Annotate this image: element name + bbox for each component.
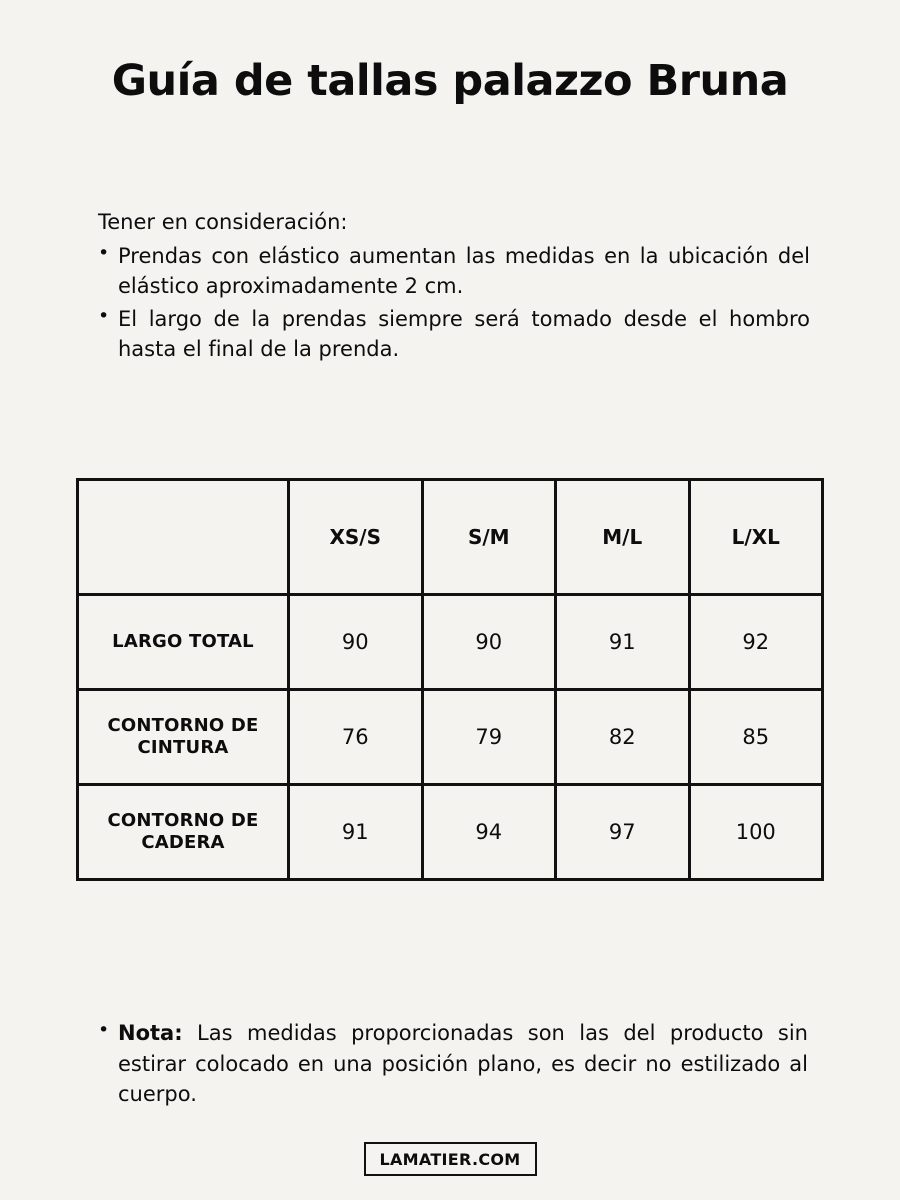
size-table bbox=[76, 478, 824, 881]
footnote-section bbox=[0, 1018, 900, 1109]
page-title: Guía de tallas palazzo Bruna bbox=[111, 56, 789, 106]
list-item bbox=[92, 1018, 808, 1109]
cell-cadera-l-xl: 100 bbox=[689, 785, 823, 880]
cell-largo-total-m-l: 91 bbox=[556, 595, 690, 690]
cell-cadera-m-l: 97 bbox=[556, 785, 690, 880]
cell-cintura-s-m: 79 bbox=[422, 690, 556, 785]
size-table-body bbox=[78, 595, 823, 880]
cell-cadera-s-m: 94 bbox=[422, 785, 556, 880]
footnote-text: Las medidas proporcionadas son las del producto sin estirar colocado en una posición plano, es decir no estilizado al cuerpo. bbox=[118, 1021, 808, 1107]
table-row bbox=[78, 785, 823, 880]
footnote-list bbox=[92, 1018, 808, 1109]
brand-name: LAMATIER.COM bbox=[364, 1142, 537, 1176]
column-header-m-l: M/L bbox=[556, 480, 690, 595]
cell-cintura-xs-s: 76 bbox=[289, 690, 423, 785]
table-row bbox=[78, 595, 823, 690]
cell-largo-total-l-xl: 92 bbox=[689, 595, 823, 690]
cell-largo-total-xs-s: 90 bbox=[289, 595, 423, 690]
column-header-xs-s: XS/S bbox=[289, 480, 423, 595]
size-table-wrapper bbox=[76, 478, 824, 881]
cell-largo-total-s-m: 90 bbox=[422, 595, 556, 690]
brand-footer bbox=[0, 1142, 900, 1176]
considerations-lead: Tener en consideración: bbox=[98, 210, 348, 235]
table-corner-cell bbox=[78, 480, 289, 595]
row-header-contorno-cintura: CONTORNO DE CINTURA bbox=[78, 690, 289, 785]
considerations-section bbox=[0, 208, 900, 366]
column-header-s-m: S/M bbox=[422, 480, 556, 595]
table-row bbox=[78, 690, 823, 785]
size-table-header bbox=[78, 480, 823, 595]
footnote-label: Nota: bbox=[118, 1021, 183, 1046]
cell-cadera-xs-s: 91 bbox=[289, 785, 423, 880]
list-item: • El largo de la prendas siempre será tomado desde el hombro hasta el final de la prenda. bbox=[92, 304, 810, 365]
list-item: • Prendas con elástico aumentan las medidas en la ubicación del elástico aproximadamente 2 cm. bbox=[92, 241, 810, 302]
cell-cintura-m-l: 82 bbox=[556, 690, 690, 785]
considerations-list bbox=[92, 241, 810, 365]
cell-cintura-l-xl: 85 bbox=[689, 690, 823, 785]
row-header-largo-total: LARGO TOTAL bbox=[78, 595, 289, 690]
table-header-row bbox=[78, 480, 823, 595]
row-header-contorno-cadera: CONTORNO DE CADERA bbox=[78, 785, 289, 880]
column-header-l-xl: L/XL bbox=[689, 480, 823, 595]
